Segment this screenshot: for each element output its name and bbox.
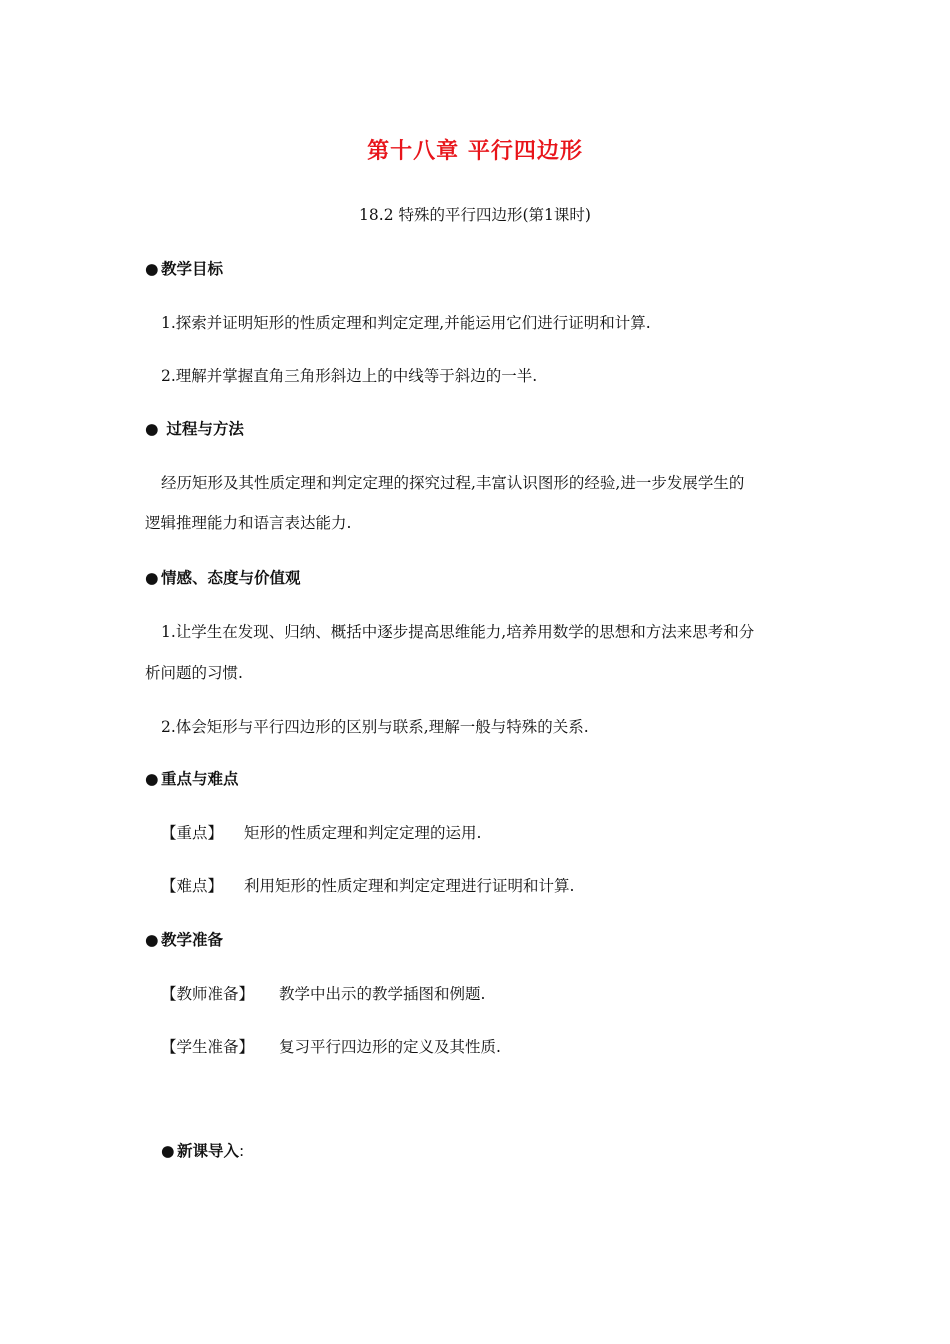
attitude-item-2: 2.体会矩形与平行四边形的区别与联系,理解一般与特殊的关系. — [161, 718, 589, 736]
intro-heading-text: 新课导入 — [177, 1142, 240, 1160]
process-text-line-1: 经历矩形及其性质定理和判定定理的探究过程,丰富认识图形的经验,进一步发展学生的 — [161, 474, 745, 492]
objective-item-2: 2.理解并掌握直角三角形斜边上的中线等于斜边的一半. — [161, 367, 538, 385]
difficult-point-label: 【难点】 — [161, 877, 224, 895]
key-points-heading-text: 重点与难点 — [161, 770, 239, 788]
attitude-item-1-line-2: 析问题的习惯. — [145, 664, 243, 682]
key-point-text: 矩形的性质定理和判定定理的运用. — [244, 824, 482, 842]
chapter-title: 第十八章 平行四边形 — [367, 139, 583, 164]
teacher-prep-text: 教学中出示的教学插图和例题. — [279, 985, 486, 1003]
preparation-heading — [145, 928, 223, 950]
attitude-item-1-line-1: 1.让学生在发现、归纳、概括中逐步提高思维能力,培养用数学的思想和方法来思考和分 — [161, 623, 755, 641]
objective-item-1: 1.探索并证明矩形的性质定理和判定定理,并能运用它们进行证明和计算. — [161, 314, 651, 332]
bullet-icon: ● — [145, 420, 159, 438]
key-point-label: 【重点】 — [161, 824, 224, 842]
student-prep-label: 【学生准备】 — [161, 1038, 255, 1056]
bullet-icon: ● — [145, 569, 159, 587]
bullet-icon: ● — [145, 931, 159, 949]
student-prep-text: 复习平行四边形的定义及其性质. — [279, 1038, 501, 1056]
intro-heading-suffix: : — [239, 1142, 245, 1160]
lesson-subtitle: 18.2 特殊的平行四边形(第1课时) — [359, 206, 591, 224]
bullet-icon: ● — [161, 1142, 175, 1160]
process-heading — [145, 417, 244, 439]
attitude-heading-text: 情感、态度与价值观 — [161, 569, 301, 587]
process-heading-text: 过程与方法 — [161, 420, 244, 438]
process-text-line-2: 逻辑推理能力和语言表达能力. — [145, 514, 352, 532]
attitude-heading — [145, 566, 301, 588]
intro-heading — [161, 1139, 244, 1161]
bullet-icon: ● — [145, 260, 159, 278]
objectives-heading — [145, 257, 223, 279]
objectives-heading-text: 教学目标 — [161, 260, 224, 278]
bullet-icon: ● — [145, 770, 159, 788]
preparation-heading-text: 教学准备 — [161, 931, 224, 949]
teacher-prep-label: 【教师准备】 — [161, 985, 255, 1003]
difficult-point-text: 利用矩形的性质定理和判定定理进行证明和计算. — [244, 877, 575, 895]
key-points-heading — [145, 767, 239, 789]
